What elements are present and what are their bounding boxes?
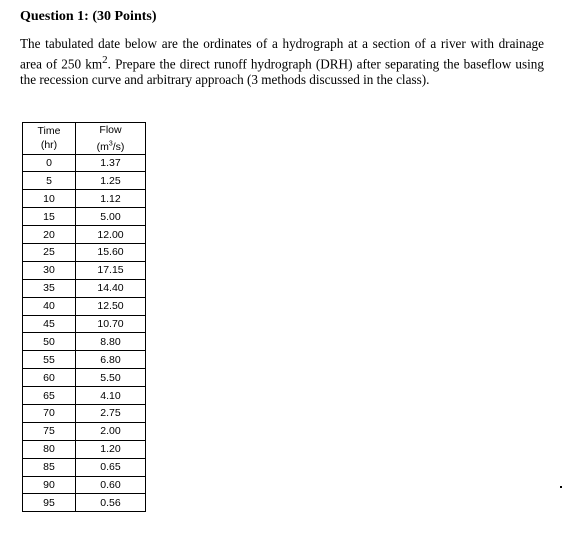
- time-cell: 70: [23, 404, 76, 422]
- time-cell: 30: [23, 261, 76, 279]
- table-row: [23, 261, 146, 279]
- time-cell: 15: [23, 208, 76, 226]
- flow-cell: 0.65: [76, 458, 146, 476]
- time-cell: 35: [23, 279, 76, 297]
- flow-cell: 4.10: [76, 387, 146, 405]
- time-cell: 85: [23, 458, 76, 476]
- flow-cell: 2.75: [76, 404, 146, 422]
- flow-unit-pre: (m: [96, 140, 109, 153]
- flow-unit-post: /s): [112, 140, 125, 153]
- flow-header: [76, 123, 146, 155]
- time-header-label: Time: [37, 125, 61, 138]
- question-text: [20, 36, 544, 88]
- flow-cell: 10.70: [76, 315, 146, 333]
- time-cell: 0: [23, 154, 76, 172]
- time-cell: 65: [23, 387, 76, 405]
- time-cell: 45: [23, 315, 76, 333]
- flow-cell: 0.60: [76, 476, 146, 494]
- time-header: [23, 123, 76, 155]
- hydrograph-table: [22, 122, 146, 512]
- table-body: [23, 154, 146, 512]
- time-cell: 80: [23, 440, 76, 458]
- flow-cell: 12.00: [76, 226, 146, 244]
- flow-cell: 1.25: [76, 172, 146, 190]
- table-row: [23, 422, 146, 440]
- question-heading: [20, 9, 157, 25]
- table-row: [23, 172, 146, 190]
- flow-cell: 1.12: [76, 190, 146, 208]
- table-row: [23, 440, 146, 458]
- table-row: [23, 494, 146, 512]
- table-row: [23, 243, 146, 261]
- flow-cell: 15.60: [76, 243, 146, 261]
- time-cell: 10: [23, 190, 76, 208]
- table-row: [23, 369, 146, 387]
- time-cell: 5: [23, 172, 76, 190]
- flow-cell: 1.37: [76, 154, 146, 172]
- question-points: (30 Points): [92, 9, 157, 24]
- table-row: [23, 458, 146, 476]
- time-cell: 75: [23, 422, 76, 440]
- table-row: [23, 333, 146, 351]
- table-header-row: [23, 123, 146, 155]
- table-row: [23, 226, 146, 244]
- time-cell: 50: [23, 333, 76, 351]
- question-title: Question 1:: [20, 9, 89, 24]
- time-cell: 90: [23, 476, 76, 494]
- table-row: [23, 351, 146, 369]
- flow-unit-sup: 3: [108, 140, 113, 147]
- table-row: [23, 297, 146, 315]
- table-row: [23, 154, 146, 172]
- time-cell: 25: [23, 243, 76, 261]
- table-row: [23, 190, 146, 208]
- time-cell: 20: [23, 226, 76, 244]
- time-header-unit: (hr): [40, 139, 58, 152]
- flow-cell: 1.20: [76, 440, 146, 458]
- table-row: [23, 404, 146, 422]
- flow-cell: 5.00: [76, 208, 146, 226]
- flow-header-label: Flow: [99, 124, 122, 136]
- flow-cell: 8.80: [76, 333, 146, 351]
- flow-cell: 0.56: [76, 494, 146, 512]
- question-text-part1: The tabulated date below are the ordinates of a hydrograph at a section of a river with drainage area of 250 km: [20, 36, 544, 72]
- table-row: [23, 208, 146, 226]
- time-cell: 95: [23, 494, 76, 512]
- flow-cell: 17.15: [76, 261, 146, 279]
- flow-cell: 5.50: [76, 369, 146, 387]
- stray-dot: [560, 486, 562, 488]
- time-cell: 40: [23, 297, 76, 315]
- table-row: [23, 476, 146, 494]
- flow-cell: 6.80: [76, 351, 146, 369]
- question-text-part2: . Prepare the direct runoff hydrograph (DRH) after separating the baseflow using the recession curve and arbitrary approach (3 methods discussed in the class).: [20, 56, 544, 88]
- question-text-superscript: 2: [102, 54, 108, 66]
- table-row: [23, 387, 146, 405]
- time-cell: 55: [23, 351, 76, 369]
- flow-cell: 12.50: [76, 297, 146, 315]
- flow-cell: 14.40: [76, 279, 146, 297]
- time-cell: 60: [23, 369, 76, 387]
- table-row: [23, 315, 146, 333]
- flow-cell: 2.00: [76, 422, 146, 440]
- table-row: [23, 279, 146, 297]
- flow-header-unit: [97, 141, 125, 153]
